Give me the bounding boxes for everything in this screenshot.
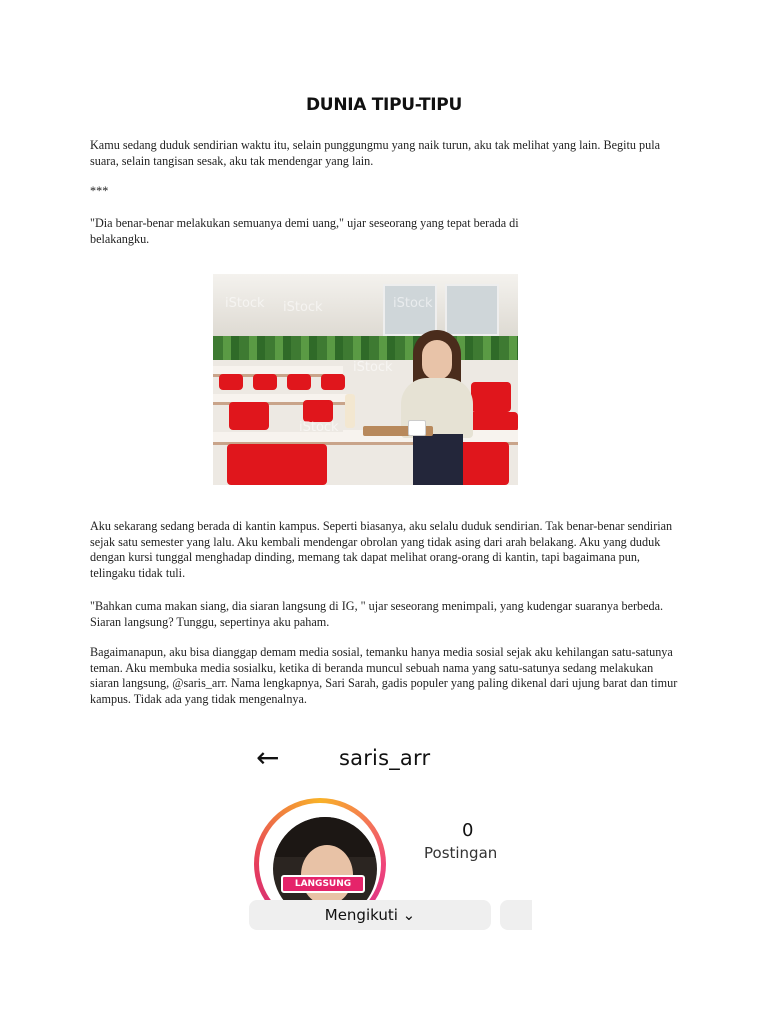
- photo-chair: [253, 374, 277, 390]
- live-badge: LANGSUNG: [281, 875, 365, 893]
- photo-window: [445, 284, 499, 336]
- instagram-profile-screenshot: [232, 740, 532, 932]
- photo-watermark: iStock: [225, 296, 265, 311]
- following-button[interactable]: Mengikuti ⌄: [249, 900, 491, 930]
- photo-bottle: [345, 394, 355, 428]
- photo-chair: [229, 402, 269, 430]
- paragraph-5: Bagaimanapun, aku bisa dianggap demam media sosial, temanku hanya media sosial sejak aku kehilangan satu-satunya teman. Aku membuka media sosialku, ketika di beranda muncul sebuah nama yang satu-satunya sedang melakukan siaran langsung, @saris_arr. Nama lengkapnya, Sari Sarah, gadis populer yang paling dikenal dari ujung barat dan timur kampus. Tidak ada yang tidak mengenalnya.: [90, 645, 678, 706]
- post-count: 0: [462, 820, 474, 841]
- paragraph-4: "Bahkan cuma makan siang, dia siaran langsung di IG, " ujar seseorang menimpali, yang kudengar suaranya berbeda. Siaran langsung? Tunggu, sepertinya aku paham.: [90, 599, 664, 629]
- post-count-label: Postingan: [424, 844, 498, 862]
- photo-chair: [287, 374, 311, 390]
- photo-chair: [321, 374, 345, 390]
- photo-person-legs: [413, 434, 463, 485]
- paragraph-2: "Dia benar-benar melakukan semuanya demi uang," ujar seseorang yang tepat berada di belakangku.: [90, 216, 519, 246]
- message-button-partial[interactable]: [500, 900, 532, 930]
- profile-username: saris_arr: [339, 746, 431, 770]
- photo-watermark: iStock: [393, 296, 433, 311]
- scene-break: ***: [90, 184, 109, 198]
- photo-plants: [213, 336, 518, 360]
- photo-chair: [227, 444, 327, 485]
- arrow-left-icon[interactable]: ←: [256, 741, 280, 774]
- paragraph-1: Kamu sedang duduk sendirian waktu itu, selain punggungmu yang naik turun, aku tak melihat yang lain. Begitu pula suara, selain tangisan sesak, aku tak mendengar yang lain.: [90, 138, 660, 168]
- cafeteria-photo: [213, 274, 518, 485]
- photo-watermark: iStock: [283, 300, 323, 315]
- photo-watermark: iStock: [299, 420, 339, 435]
- photo-cup: [408, 420, 426, 436]
- photo-chair: [219, 374, 243, 390]
- photo-chair: [471, 382, 511, 412]
- paragraph-3: Aku sekarang sedang berada di kantin kampus. Seperti biasanya, aku selalu duduk sendirian. Tak benar-benar sendirian sejak satu semester yang lalu. Aku kembali mendengar obrolan yang tidak asing dari arah belakang. Aku yang duduk dengan kursi tunggal menghadap dinding, memang tak dapat melihat orang-orang di kantin, tapi bagaimana pun, telingaku tidak tuli.: [90, 519, 673, 580]
- photo-person-face: [422, 340, 452, 380]
- document-title: DUNIA TIPU-TIPU: [306, 95, 462, 115]
- photo-chair: [303, 400, 333, 422]
- photo-watermark: iStock: [353, 360, 393, 375]
